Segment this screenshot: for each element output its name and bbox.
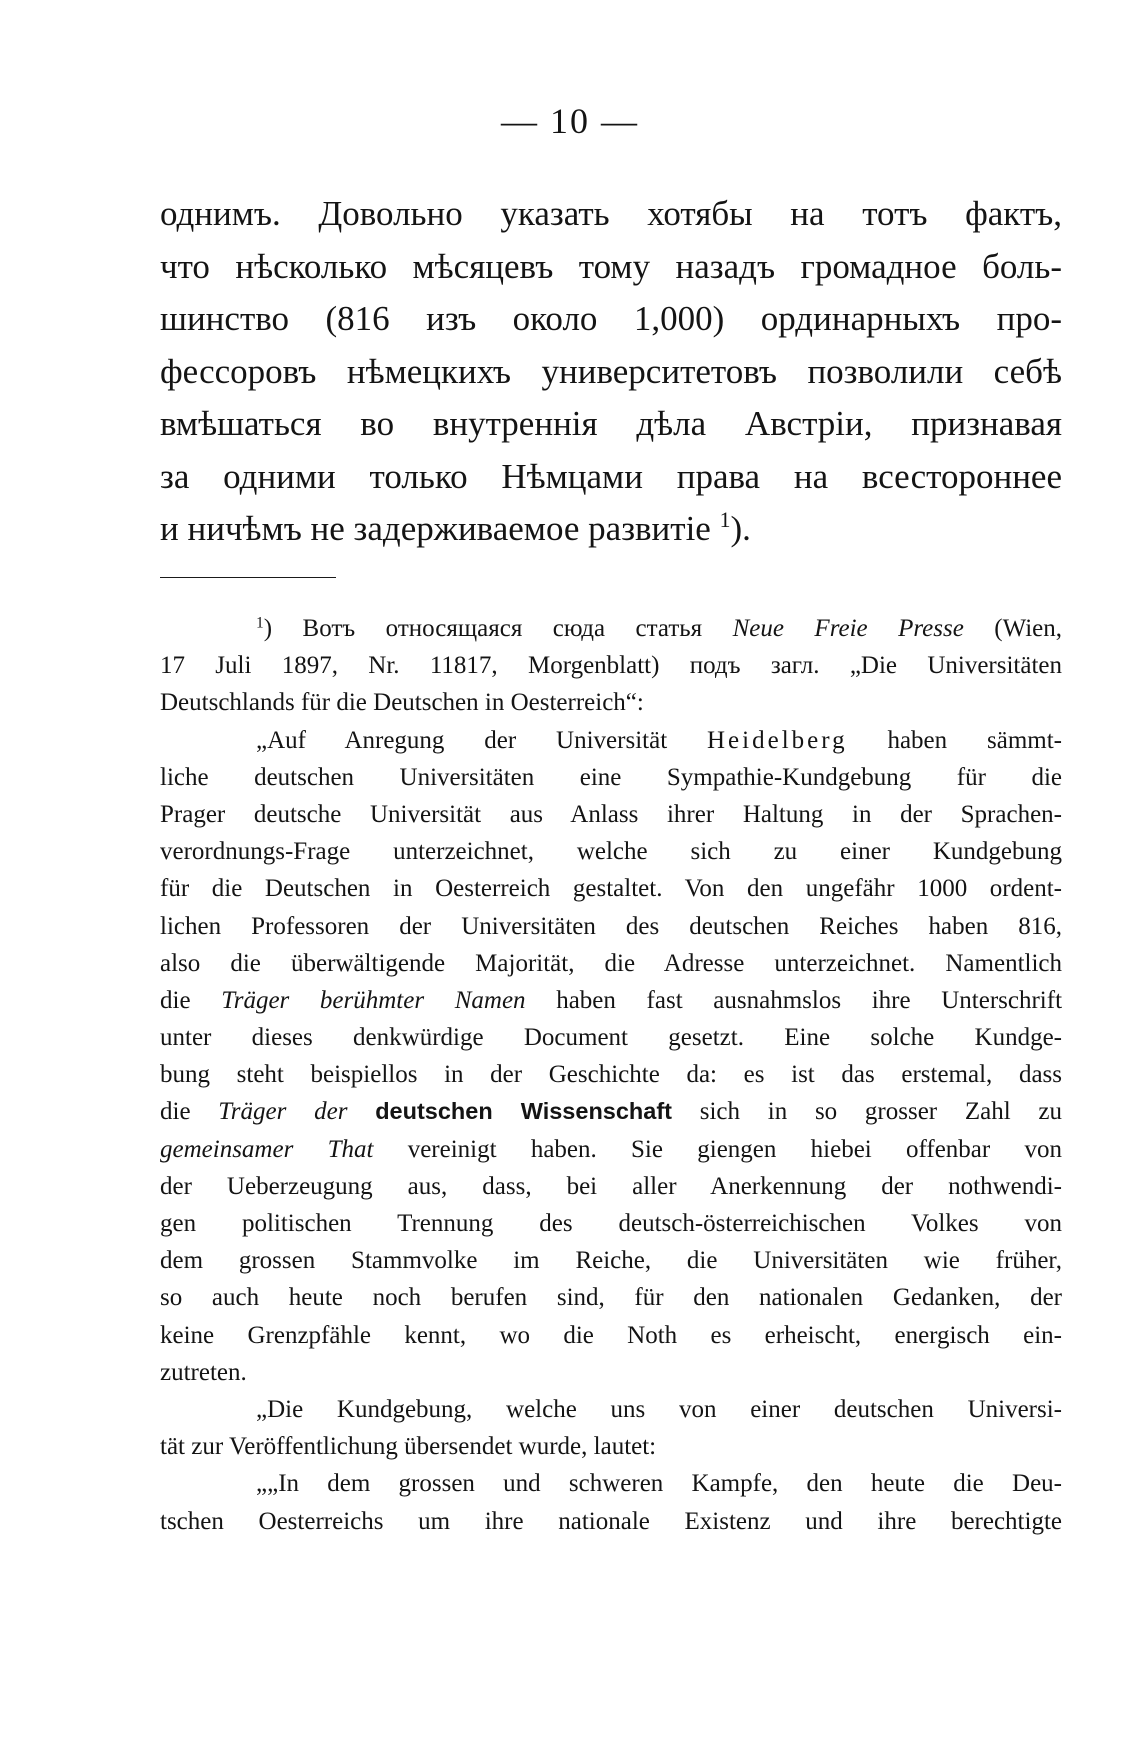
footnote-line: tät zur Veröffentlichung übersendet wurde, lautet: [160, 1433, 657, 1461]
quote-italic: Träger der [218, 1098, 348, 1126]
quote-text: „Auf Anregung der Universität [256, 726, 707, 754]
text-line: шинство (816 изъ около 1,000) ординарныхъ про- [160, 299, 1062, 338]
footnote-line: Prager deutsche Universität aus Anlass ihrer Haltung in der Sprachen- [160, 800, 1062, 828]
footnote-line: so auch heute noch berufen sind, für den nationalen Gedanken, der [160, 1284, 1062, 1312]
footnote-line [160, 610, 1062, 647]
footnote-reference: 1 [719, 507, 731, 532]
footnote-line: „„In dem grossen und schweren Kampfe, den heute die Deu- [256, 1470, 1062, 1498]
footnote-marker: 1 [256, 614, 264, 632]
quote-text: haben fast ausnahmslos ihre Unterschrift [525, 986, 1063, 1014]
footnote-line: für die Deutschen in Oesterreich gestaltet. Von den ungefähr 1000 ordent- [160, 875, 1062, 903]
footnote-line: verordnungs-Frage unterzeichnet, welche sich zu einer Kundgebung [160, 838, 1062, 866]
footnote [160, 610, 1062, 1540]
footnote-line [160, 1093, 1062, 1130]
footnote-line: bung steht beispiellos in der Geschichte da: es ist das erstemal, dass [160, 1061, 1062, 1089]
footnote-line: zutreten. [160, 1358, 247, 1386]
footnote-line: lichen Professoren der Universitäten des deutschen Reiches haben 816, [160, 912, 1062, 940]
footnote-line: dem grossen Stammvolke im Reiche, die Universitäten wie früher, [160, 1247, 1062, 1275]
text-line-last [160, 503, 1062, 556]
quote-emphasis-spaced: Heidelberg [707, 726, 848, 754]
text-line: вмѣшаться во внутреннія дѣла Австріи, признавая [160, 404, 1062, 443]
footnote-intro-tail: (Wien, [963, 615, 1062, 642]
quote-text: die [160, 1098, 219, 1126]
quote-text: vereinigt haben. Sie giengen hiebei offenbar von [373, 1135, 1062, 1163]
footnote-separator [160, 577, 336, 578]
footnote-line [160, 722, 1062, 759]
text-line: однимъ. Довольно указать хотябы на тотъ фактъ, [160, 194, 1062, 233]
footnote-line [160, 982, 1062, 1019]
text-line-content: и ничѣмъ не задерживаемое развитіе [160, 509, 711, 548]
footnote-source-title: Neue Freie Presse [732, 615, 964, 642]
footnote-line: unter dieses denkwürdige Document gesetzt. Eine solche Kundge- [160, 1024, 1062, 1052]
text-line-tail: ). [730, 509, 751, 548]
footnote-line: 17 Juli 1897, Nr. 11817, Morgenblatt) подъ загл. „Die Universitäten [160, 652, 1062, 680]
quote-italic: Träger berühmter Namen [221, 986, 526, 1014]
footnote-line: liche deutschen Universitäten eine Sympathie-Kundgebung für die [160, 763, 1062, 791]
footnote-line: tschen Oesterreichs um ihre nationale Existenz und ihre berechtigte [160, 1507, 1062, 1535]
main-text [160, 188, 1062, 556]
footnote-line: „Die Kundgebung, welche uns von einer deutschen Universi- [256, 1395, 1062, 1423]
quote-text: haben sämmt- [847, 726, 1062, 754]
footnote-line: gen politischen Trennung des deutsch-österreichischen Volkes von [160, 1210, 1062, 1237]
quote-text: sich in so grosser Zahl zu [672, 1098, 1063, 1126]
quote-italic: gemeinsamer That [160, 1135, 374, 1163]
footnote-line: Deutschlands für die Deutschen in Oesterreich“: [160, 689, 644, 717]
text-line: фессоровъ нѣмецкихъ университетовъ позволили себѣ [160, 351, 1062, 391]
text-line: что нѣсколько мѣсяцевъ тому назадъ громадное боль- [160, 246, 1062, 286]
footnote-line: der Ueberzeugung aus, dass, bei aller Anerkennung der nothwendi- [160, 1172, 1062, 1200]
footnote-line [160, 1131, 1062, 1168]
footnote-line: keine Grenzpfähle kennt, wo die Noth es erheischt, energisch ein- [160, 1321, 1062, 1349]
page-number: — 10 — [501, 101, 639, 141]
quote-bold: deutschen Wissenschaft [375, 1098, 673, 1125]
footnote-line: also die überwältigende Majorität, die Adresse unterzeichnet. Namentlich [160, 949, 1062, 977]
footnote-intro-text: ) Вотъ относящаяся сюда статья [263, 615, 733, 642]
text-line: за одними только Нѣмцами права на всестороннее [160, 456, 1062, 496]
quote-text: die [160, 986, 222, 1014]
